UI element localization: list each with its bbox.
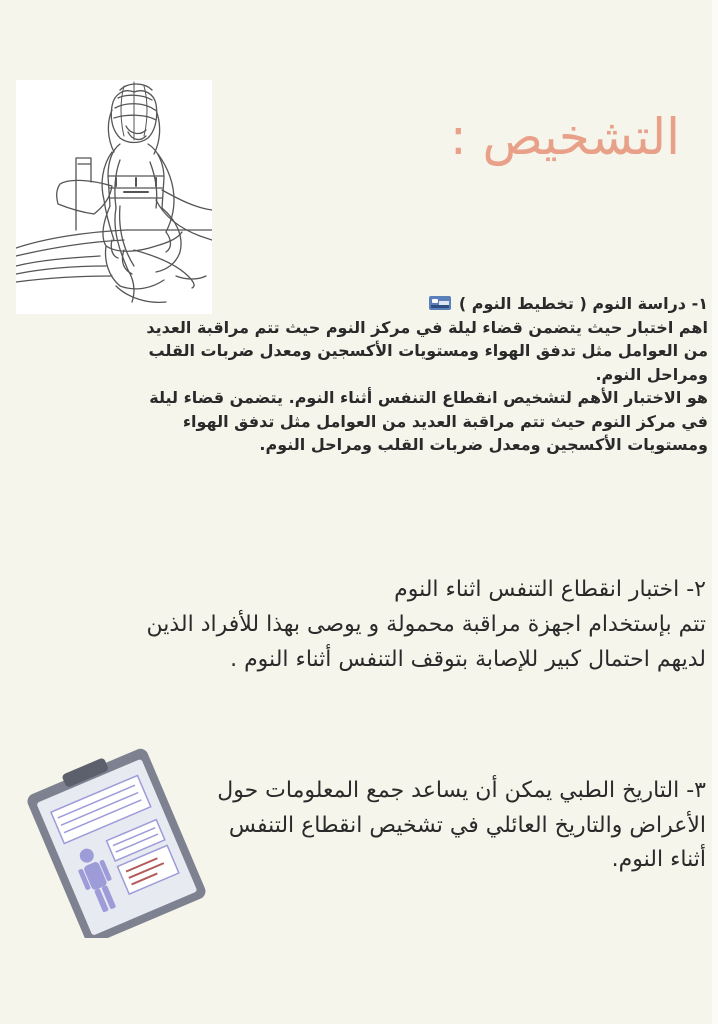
section-home-test-body: تتم بإستخدام اجهزة مراقبة محمولة و يوصى بهذا للأفراد الذين لديهم احتمال كبير للإصابة بتوقف التنفس أثناء النوم . [146, 612, 706, 672]
bed-icon [429, 293, 451, 307]
page-title: التشخيص : [449, 108, 680, 166]
section-home-test [146, 572, 706, 677]
medical-clipboard-illustration [14, 748, 214, 938]
section-sleep-study [133, 292, 708, 457]
person-on-bed-drawing [16, 80, 212, 314]
page-edge [712, 0, 718, 1024]
section-medical-history [206, 774, 706, 878]
clipboard-icon [14, 748, 214, 938]
section-home-test-heading: ٢- اختبار انقطاع التنفس اثناء النوم [394, 577, 706, 602]
section-sleep-study-paragraph-2: هو الاختبار الأهم لتشخيص انقطاع التنفس أثناء النوم. يتضمن قضاء ليلة في مركز النوم حيث تتم مراقبة العديد من العوامل مثل تدفق الهواء ومستويات الأكسجين ومعدل ضربات القلب ومراحل النوم. [149, 388, 708, 454]
section-sleep-study-heading-text: ١- دراسة النوم ( تخطيط النوم ) [458, 294, 708, 313]
section-sleep-study-heading [133, 292, 708, 316]
sleep-study-illustration [16, 80, 212, 314]
section-sleep-study-paragraph-1: اهم اختبار حيث يتضمن قضاء ليلة في مركز النوم حيث تتم مراقبة العديد من العوامل مثل تدفق الهواء ومستويات الأكسجين ومعدل ضربات القلب ومراحل النوم. [146, 317, 708, 384]
section-medical-history-body: ٣- التاريخ الطبي يمكن أن يساعد جمع المعلومات حول الأعراض والتاريخ العائلي في تشخيص انقطاع التنفس أثناء النوم. [217, 778, 706, 872]
